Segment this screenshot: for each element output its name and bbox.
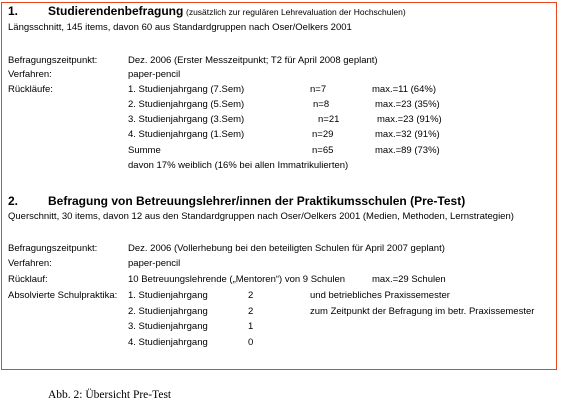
s1-row-group: 4. Studienjahrgang (1.Sem) [128, 129, 245, 140]
section-1-subtitle: Längsschnitt, 145 items, davon 60 aus Standardgruppen nach Oser/Oelkers 2001 [8, 22, 352, 33]
s1-row-n: n=21 [318, 114, 340, 125]
s1-row-group: Summe [128, 145, 161, 156]
s2-praktika-label: Absolvierte Schulpraktika: [8, 290, 118, 301]
s2-zeitpunkt-label: Befragungszeitpunkt: [8, 243, 98, 254]
section-1-number: 1. [8, 4, 19, 18]
s1-zeitpunkt-value: Dez. 2006 (Erster Messzeitpunkt; T2 für April 2008 geplant) [128, 55, 378, 66]
section-2-number: 2. [8, 194, 19, 208]
section-1-title: Studierendenbefragung [48, 4, 184, 18]
s2-praktika-count: 2 [248, 290, 254, 301]
section-2-title: Befragung von Betreuungslehrer/innen der Praktikumsschulen (Pre-Test) [48, 194, 466, 208]
figure-caption: Abb. 2: Übersicht Pre-Test [48, 389, 172, 401]
s1-row-n: n=8 [313, 99, 330, 110]
s1-verfahren-label: Verfahren: [8, 69, 52, 80]
s2-zeitpunkt-value: Dez. 2006 (Vollerhebung bei den beteiligten Schulen für April 2007 geplant) [128, 243, 445, 254]
s2-praktika-count: 1 [248, 321, 254, 332]
s1-row-max: max.=11 (64%) [372, 84, 436, 95]
s1-verfahren-value: paper-pencil [128, 69, 181, 80]
s2-praktika-note: zum Zeitpunkt der Befragung im betr. Praxissemester [310, 306, 535, 317]
s1-ruecklaeufe-label: Rückläufe: [8, 84, 53, 95]
s1-row-max: max.=23 (35%) [375, 99, 440, 110]
s2-praktika-group: 2. Studienjahrgang [128, 306, 208, 317]
s1-note: davon 17% weiblich (16% bei allen Immatrikulierten) [128, 160, 349, 171]
s1-row-group: 1. Studienjahrgang (7.Sem) [128, 84, 245, 95]
s1-row-group: 2. Studienjahrgang (5.Sem) [128, 99, 245, 110]
s1-zeitpunkt-label: Befragungszeitpunkt: [8, 55, 98, 66]
s2-verfahren-value: paper-pencil [128, 258, 181, 269]
s2-praktika-group: 4. Studienjahrgang [128, 337, 208, 348]
section-2-subtitle: Querschnitt, 30 items, davon 12 aus den Standardgruppen nach Oser/Oelkers 2001 (Medien, Methoden, Lernstrategien) [8, 211, 514, 222]
s2-verfahren-label: Verfahren: [8, 258, 52, 269]
s2-ruecklauf-value: 10 Betreuungslehrende („Mentoren“) von 9 Schulen [128, 274, 346, 285]
s1-row-n: n=65 [312, 145, 334, 156]
section-1-heading [48, 4, 406, 18]
s2-praktika-count: 0 [248, 337, 254, 348]
s2-ruecklauf-max: max.=29 Schulen [372, 274, 446, 285]
s1-row-group: 3. Studienjahrgang (3.Sem) [128, 114, 245, 125]
s1-row-max: max.=32 (91%) [375, 129, 440, 140]
s1-row-n: n=7 [310, 84, 327, 95]
section-1-title-note: (zusätzlich zur regulären Lehrevaluation der Hochschulen) [185, 7, 406, 17]
s1-row-max: max.=23 (91%) [377, 114, 442, 125]
s2-praktika-count: 2 [248, 306, 254, 317]
s1-row-n: n=29 [312, 129, 334, 140]
s2-praktika-group: 1. Studienjahrgang [128, 290, 208, 301]
s2-praktika-group: 3. Studienjahrgang [128, 321, 208, 332]
s1-row-max: max.=89 (73%) [375, 145, 440, 156]
s2-praktika-note: und betriebliches Praxissemester [310, 290, 450, 301]
s2-ruecklauf-label: Rücklauf: [8, 274, 48, 285]
